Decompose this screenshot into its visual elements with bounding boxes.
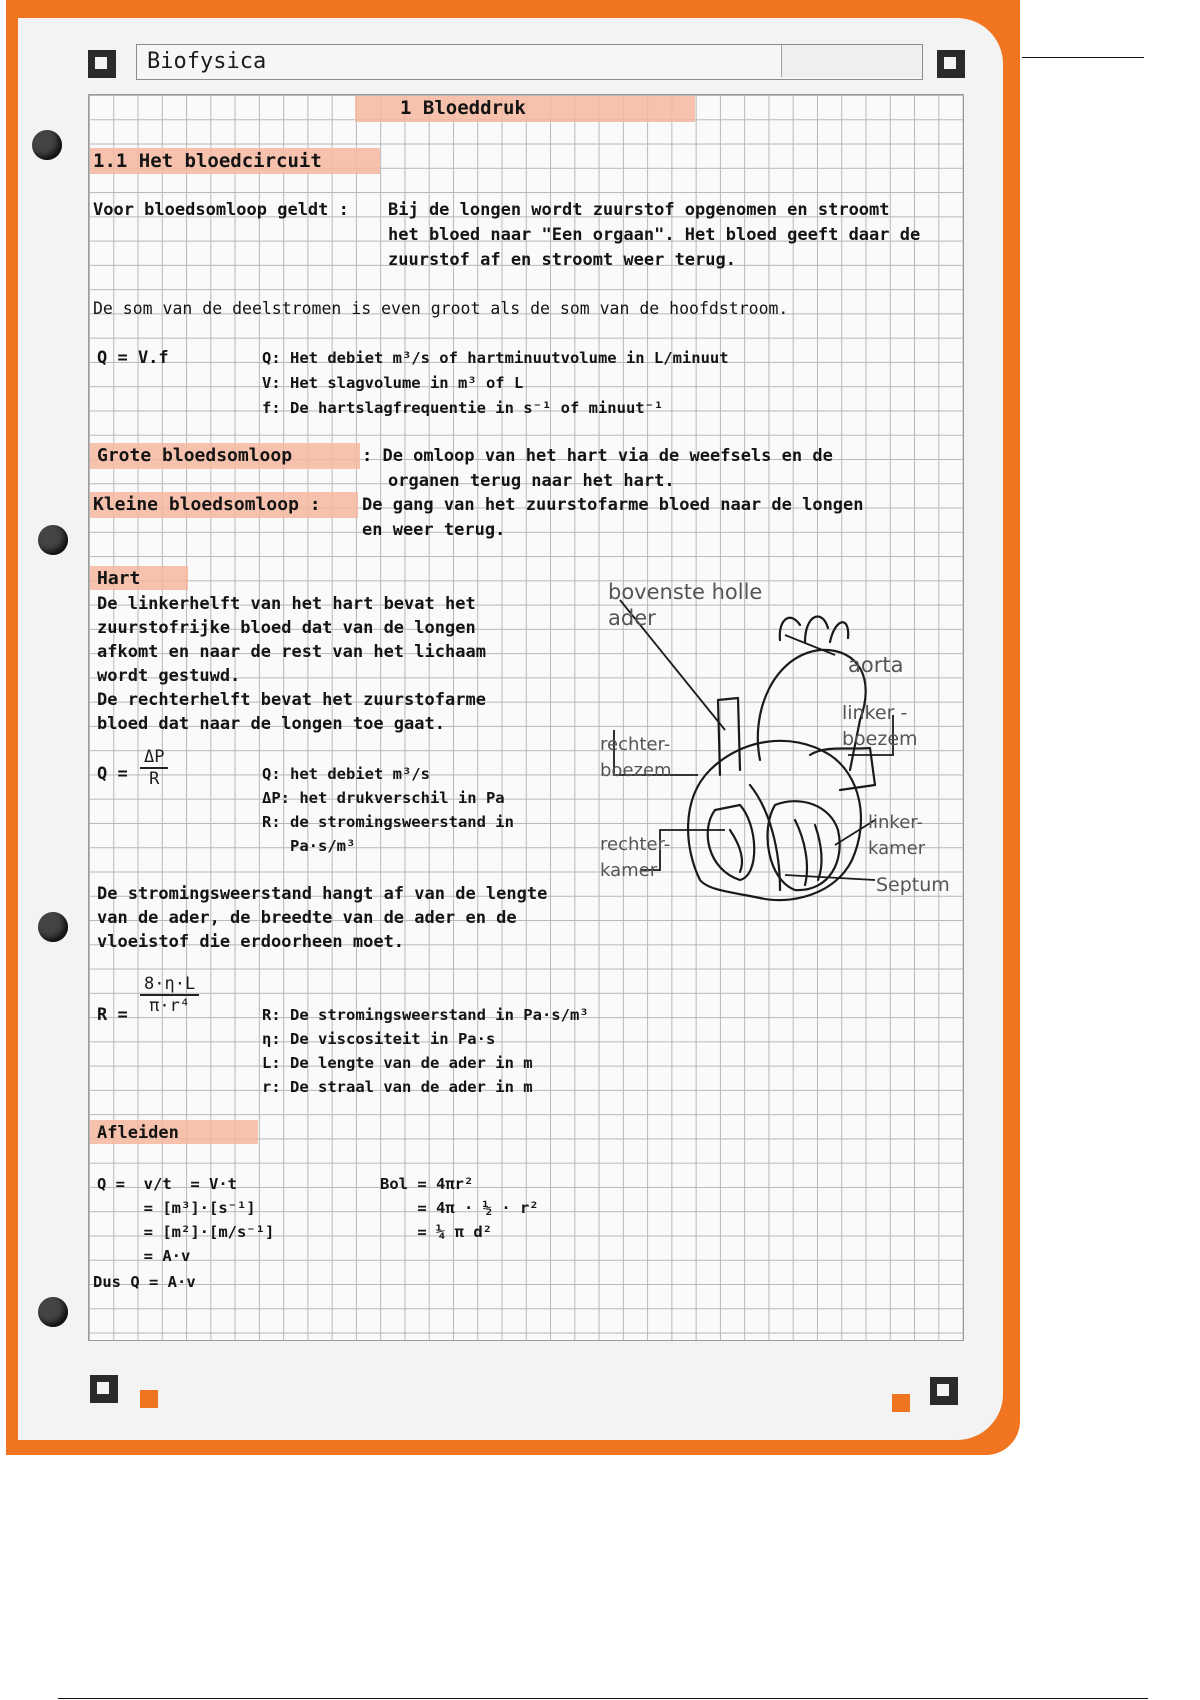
formula-r-lhs: R = [97,1005,128,1025]
formula-dp-def: R: de stromingsweerstand in [262,813,514,831]
date-field [781,45,922,77]
resistance-line: vloeistof die erdoorheen moet. [97,932,405,952]
corner-marker-icon [90,1375,118,1403]
formula-dp-lhs: Q = [97,764,128,784]
formula-dp-den: R [149,769,160,789]
label-aorta: aorta [848,653,904,677]
section-title: 1.1 Het bloedcircuit [93,150,322,172]
heart-heading: Hart [97,568,141,589]
page-rule [58,1698,1148,1699]
heart-line: wordt gestuwd. [97,666,241,686]
intro-line: het bloed naar "Een orgaan". Het bloed geeft daar de [388,225,921,245]
formula-r-def: R: De stromingsweerstand in Pa·s/m³ [262,1006,589,1024]
label-septum: Septum [876,874,950,896]
resistance-line: De stromingsweerstand hangt af van de lengte [97,884,548,904]
label-vena: bovenste holle ader [608,580,763,630]
formula-r-def: r: De straal van de ader in m [262,1078,533,1096]
intro-label: Voor bloedsomloop geldt : [93,200,349,220]
heart-outline [688,741,861,900]
derive-right-line: = 4π · ½ · r² [380,1199,539,1217]
derive-heading: Afleiden [97,1123,179,1143]
formula-dp-def: Pa·s/m³ [290,837,356,855]
page-rule [1022,57,1144,58]
derive-left-line: = [m²]·[m/s⁻¹] [97,1223,275,1241]
intro-line: Bij de longen wordt zuurstof opgenomen en stroomt [388,200,890,220]
subject-title: Biofysica [147,49,267,74]
small-circulation-text: De gang van het zuurstofarme bloed naar de longen [362,495,864,515]
formula-r-def: L: De lengte van de ader in m [262,1054,533,1072]
binder-hole [38,1297,68,1327]
large-circulation-text: organen terug naar het hart. [388,471,675,491]
intro-line: zuurstof af en stroomt weer terug. [388,250,736,270]
formula-q-def: Q: Het debiet m³/s of hartminuutvolume in L/minuut [262,349,729,367]
sum-rule-text: De som van de deelstromen is even groot als de som van de hoofdstroom. [93,299,789,318]
formula-q: Q = V.f [97,348,169,368]
binder-hole [32,130,62,160]
formula-dp-num: ΔP [140,747,168,769]
derive-left-line: Q = v/t = V·t [97,1175,237,1193]
heart-line: zuurstofrijke bloed dat van de longen [97,618,476,638]
formula-r-def: η: De viscositeit in Pa·s [262,1030,496,1048]
label-right-atrium: rechter- boezem [600,734,672,781]
large-circulation-label: Grote bloedsomloop [97,445,293,466]
formula-r-den: π·r⁴ [149,996,191,1016]
heart-line: De linkerhelft van het hart bevat het [97,594,476,614]
resistance-line: van de ader, de breedte van de ader en de [97,908,517,928]
heart-line: afkomt en naar de rest van het lichaam [97,642,486,662]
superior-vena-cava [718,698,740,775]
derive-right-line: Bol = 4πr² [380,1175,474,1193]
derive-right-line: = ¼ π d² [380,1223,492,1241]
formula-q-def: f: De hartslagfrequentie in s⁻¹ of minuut⁻¹ [262,399,664,417]
corner-marker-icon [930,1377,958,1405]
derive-left-line: Dus Q = A·v [93,1273,196,1291]
orange-square-marker [140,1390,158,1408]
label-left-ventricle: linker- kamer [868,812,926,859]
chapter-title: 1 Bloeddruk [400,97,526,119]
heart-line: bloed dat naar de longen toe gaat. [97,714,445,734]
label-right-ventricle: rechter- kamer [600,834,671,881]
derive-left-line: = A·v [97,1247,191,1265]
small-circulation-text: en weer terug. [362,520,506,540]
orange-square-marker [892,1394,910,1412]
formula-dp-fraction [140,747,168,789]
formula-r-fraction [140,974,199,1016]
formula-dp-def: ΔP: het drukverschil in Pa [262,789,505,807]
derive-left-line: = [m³]·[s⁻¹] [97,1199,256,1217]
corner-marker-icon [88,50,116,78]
binder-hole [38,525,68,555]
title-field [136,44,923,80]
formula-r-num: 8·η·L [140,974,199,996]
corner-marker-icon [937,50,965,78]
formula-dp-def: Q: het debiet m³/s [262,765,430,783]
binder-hole [38,912,68,942]
label-left-atrium: linker - boezem [842,702,918,750]
formula-q-def: V: Het slagvolume in m³ of L [262,374,524,392]
small-circulation-label: Kleine bloedsomloop : [93,494,321,515]
large-circulation-text: : De omloop van het hart via de weefsels en de [362,446,833,466]
heart-line: De rechterhelft bevat het zuurstofarme [97,690,486,710]
